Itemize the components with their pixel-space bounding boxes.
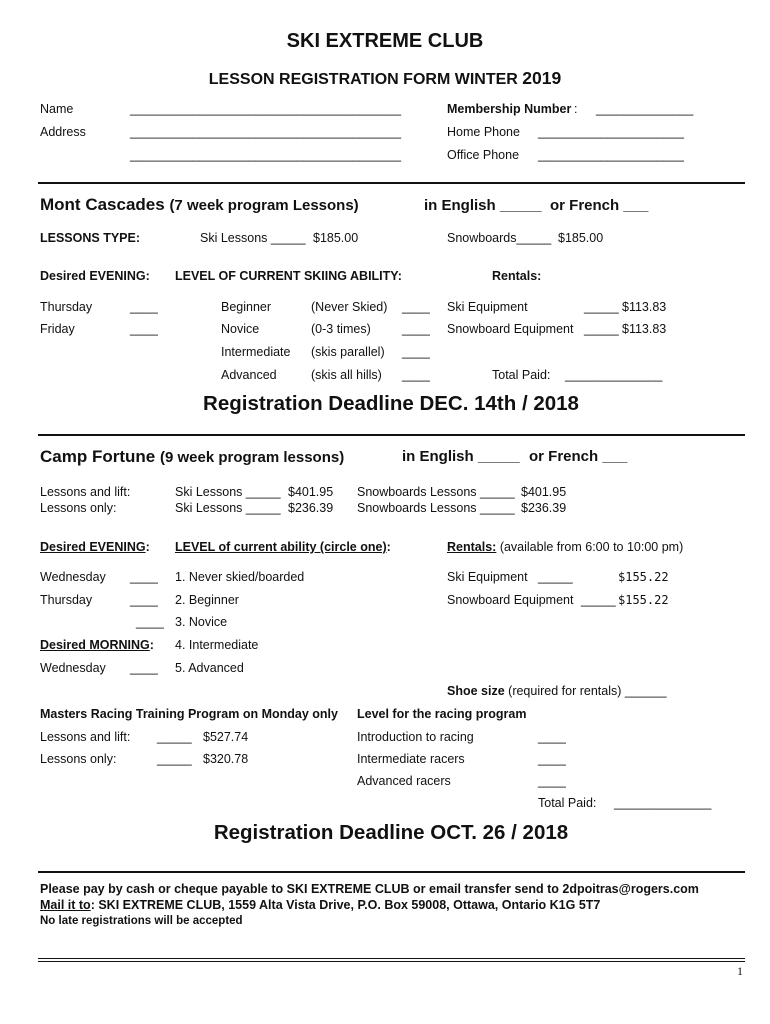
- mc-in-english[interactable]: in English _____: [424, 197, 542, 214]
- cf-ski-lessons-lift-option[interactable]: Ski Lessons _____: [175, 485, 281, 499]
- cf-level-option[interactable]: 2. Beginner: [175, 593, 239, 607]
- cf-level-label: LEVEL of current ability (circle one):: [175, 540, 391, 554]
- cf-rental-item: Snowboard Equipment: [447, 593, 574, 607]
- membership-field[interactable]: ______________: [596, 102, 694, 116]
- cf-desired-evening-label: Desired EVENING:: [40, 540, 150, 554]
- cf-racing-level-blank[interactable]: ____: [538, 752, 566, 766]
- membership-label: Membership Number: [447, 102, 572, 116]
- mc-ski-lessons-price: $185.00: [313, 231, 359, 245]
- mc-level-desc: (0-3 times): [311, 322, 371, 336]
- cf-masters-option-label: Lessons and lift:: [40, 730, 131, 744]
- section-divider: [38, 434, 745, 436]
- cf-racing-level-label: Level for the racing program: [357, 707, 527, 721]
- cf-total-paid-field[interactable]: ______________: [614, 796, 712, 810]
- cf-masters-blank[interactable]: _____: [157, 752, 192, 766]
- mc-level-blank[interactable]: ____: [402, 368, 430, 382]
- mc-level-desc: (skis all hills): [311, 368, 382, 382]
- mc-desired-evening-label: Desired EVENING:: [40, 269, 150, 283]
- mc-total-paid-field[interactable]: ______________: [565, 368, 663, 382]
- cf-ski-lessons-only-option[interactable]: Ski Lessons _____: [175, 501, 281, 515]
- mc-level-name: Intermediate: [221, 345, 291, 359]
- cf-rental-blank[interactable]: _____: [581, 593, 616, 607]
- cf-morning-day-blank[interactable]: ____: [130, 661, 158, 675]
- form-year: 2019: [522, 68, 562, 88]
- mc-day-friday-blank[interactable]: ____: [130, 322, 158, 336]
- cf-racing-level: Advanced racers: [357, 774, 451, 788]
- cf-racing-level: Introduction to racing: [357, 730, 474, 744]
- cf-desired-morning-label: Desired MORNING:: [40, 638, 154, 652]
- mc-total-paid-label: Total Paid:: [492, 368, 551, 382]
- cf-masters-price: $527.74: [203, 730, 249, 744]
- cf-racing-level: Intermediate racers: [357, 752, 465, 766]
- mc-level-blank[interactable]: ____: [402, 345, 430, 359]
- mailing-address: Mail it to: SKI EXTREME CLUB, 1559 Alta Vista Drive, P.O. Box 59008, Ottawa, Ontario K1G 5T7: [40, 898, 601, 912]
- address-field-2[interactable]: _______________________________________: [130, 148, 402, 162]
- cf-lessons-and-lift-label: Lessons and lift:: [40, 485, 131, 499]
- cf-level-option[interactable]: 5. Advanced: [175, 661, 244, 675]
- cf-deadline: Registration Deadline OCT. 26 / 2018: [213, 821, 569, 844]
- mc-day-thursday-blank[interactable]: ____: [130, 300, 158, 314]
- cf-snowboards-only-price: $236.39: [521, 501, 567, 515]
- cf-rentals-label: Rentals: (available from 6:00 to 10:00 pm): [447, 540, 684, 554]
- cf-racing-level-blank[interactable]: ____: [538, 774, 566, 788]
- cf-racing-level-blank[interactable]: ____: [538, 730, 566, 744]
- cf-masters-blank[interactable]: _____: [157, 730, 192, 744]
- cf-level-option[interactable]: 3. Novice: [175, 615, 228, 629]
- cf-rental-blank[interactable]: _____: [538, 570, 573, 584]
- cf-evening-day-blank[interactable]: ____: [130, 570, 158, 584]
- mc-ski-lessons-option[interactable]: Ski Lessons _____: [200, 231, 306, 245]
- mc-level-name: Novice: [221, 322, 260, 336]
- mc-level-desc: (Never Skied): [311, 300, 388, 314]
- mc-rental-blank[interactable]: _____: [584, 300, 619, 314]
- mc-level-label: LEVEL OF CURRENT SKIING ABILITY:: [175, 269, 402, 283]
- camp-fortune-title: Camp Fortune (9 week program lessons): [40, 447, 345, 466]
- cf-ski-lessons-lift-price: $401.95: [288, 485, 334, 499]
- cf-level-option[interactable]: 4. Intermediate: [175, 638, 259, 652]
- page-number: 1: [737, 964, 743, 978]
- mc-day-friday: Friday: [40, 322, 75, 336]
- mc-or-french[interactable]: or French ___: [550, 197, 649, 214]
- mc-snowboards-price: $185.00: [558, 231, 604, 245]
- cf-evening-day: Wednesday: [40, 570, 106, 584]
- mc-snowboards-option[interactable]: Snowboards_____: [447, 231, 552, 245]
- cf-in-english[interactable]: in English _____: [402, 448, 520, 465]
- footer-rule: [38, 958, 745, 959]
- form-title: LESSON REGISTRATION FORM WINTER 2019: [208, 68, 562, 88]
- mc-level-blank[interactable]: ____: [402, 300, 430, 314]
- mc-level-name: Beginner: [221, 300, 272, 314]
- cf-masters-option-label: Lessons only:: [40, 752, 117, 766]
- cf-masters-price: $320.78: [203, 752, 249, 766]
- cf-evening-day-blank[interactable]: ____: [130, 593, 158, 607]
- mc-rental-item: Snowboard Equipment: [447, 322, 574, 336]
- mc-deadline: Registration Deadline DEC. 14th / 2018: [203, 392, 579, 415]
- cf-level-option[interactable]: 1. Never skied/boarded: [175, 570, 305, 584]
- page-title: SKI EXTREME CLUB: [286, 30, 484, 52]
- cf-rental-item: Ski Equipment: [447, 570, 528, 584]
- section-divider: [38, 871, 745, 873]
- home-phone-field[interactable]: _____________________: [538, 125, 684, 139]
- cf-rental-price: $155.22: [618, 570, 669, 584]
- name-label: Name: [40, 102, 74, 116]
- home-phone-label: Home Phone: [447, 125, 520, 139]
- mc-level-blank[interactable]: ____: [402, 322, 430, 336]
- office-phone-field[interactable]: _____________________: [538, 148, 684, 162]
- cf-evening-day: Thursday: [40, 593, 93, 607]
- cf-shoe-size[interactable]: Shoe size (required for rentals) ______: [447, 684, 667, 698]
- mc-rentals-label: Rentals:: [492, 269, 542, 283]
- section-divider: [38, 182, 745, 184]
- mc-level-desc: (skis parallel): [311, 345, 385, 359]
- mc-day-thursday: Thursday: [40, 300, 93, 314]
- mc-rental-price: $113.83: [622, 322, 667, 336]
- mc-rental-price: $113.83: [622, 300, 667, 314]
- payment-instructions: Please pay by cash or cheque payable to SKI EXTREME CLUB or email transfer send to 2dpoitras@rogers.com: [40, 882, 699, 896]
- cf-masters-label: Masters Racing Training Program on Monday only: [40, 707, 338, 721]
- address-label: Address: [40, 125, 86, 139]
- mc-rental-blank[interactable]: _____: [584, 322, 619, 336]
- name-field[interactable]: _______________________________________: [130, 102, 402, 116]
- cf-snowboards-only-option[interactable]: Snowboards Lessons _____: [357, 501, 515, 515]
- membership-colon: :: [574, 102, 578, 116]
- cf-snowboards-lift-price: $401.95: [521, 485, 567, 499]
- cf-ski-lessons-only-price: $236.39: [288, 501, 334, 515]
- mc-level-name: Advanced: [221, 368, 277, 382]
- mc-rental-item: Ski Equipment: [447, 300, 528, 314]
- mont-cascades-title: Mont Cascades (7 week program Lessons): [40, 195, 359, 214]
- no-late-notice: No late registrations will be accepted: [40, 915, 243, 927]
- cf-total-paid-label: Total Paid:: [538, 796, 597, 810]
- cf-rental-price: $155.22: [618, 593, 669, 607]
- cf-or-french[interactable]: or French ___: [529, 448, 628, 465]
- cf-snowboards-lift-option[interactable]: Snowboards Lessons _____: [357, 485, 515, 499]
- cf-lessons-only-label: Lessons only:: [40, 501, 117, 515]
- address-field[interactable]: _______________________________________: [130, 125, 402, 139]
- cf-extra-blank[interactable]: ____: [136, 615, 164, 629]
- footer-rule: [38, 961, 745, 962]
- cf-morning-day: Wednesday: [40, 661, 106, 675]
- mc-lessons-type-label: LESSONS TYPE:: [40, 231, 141, 245]
- office-phone-label: Office Phone: [447, 148, 520, 162]
